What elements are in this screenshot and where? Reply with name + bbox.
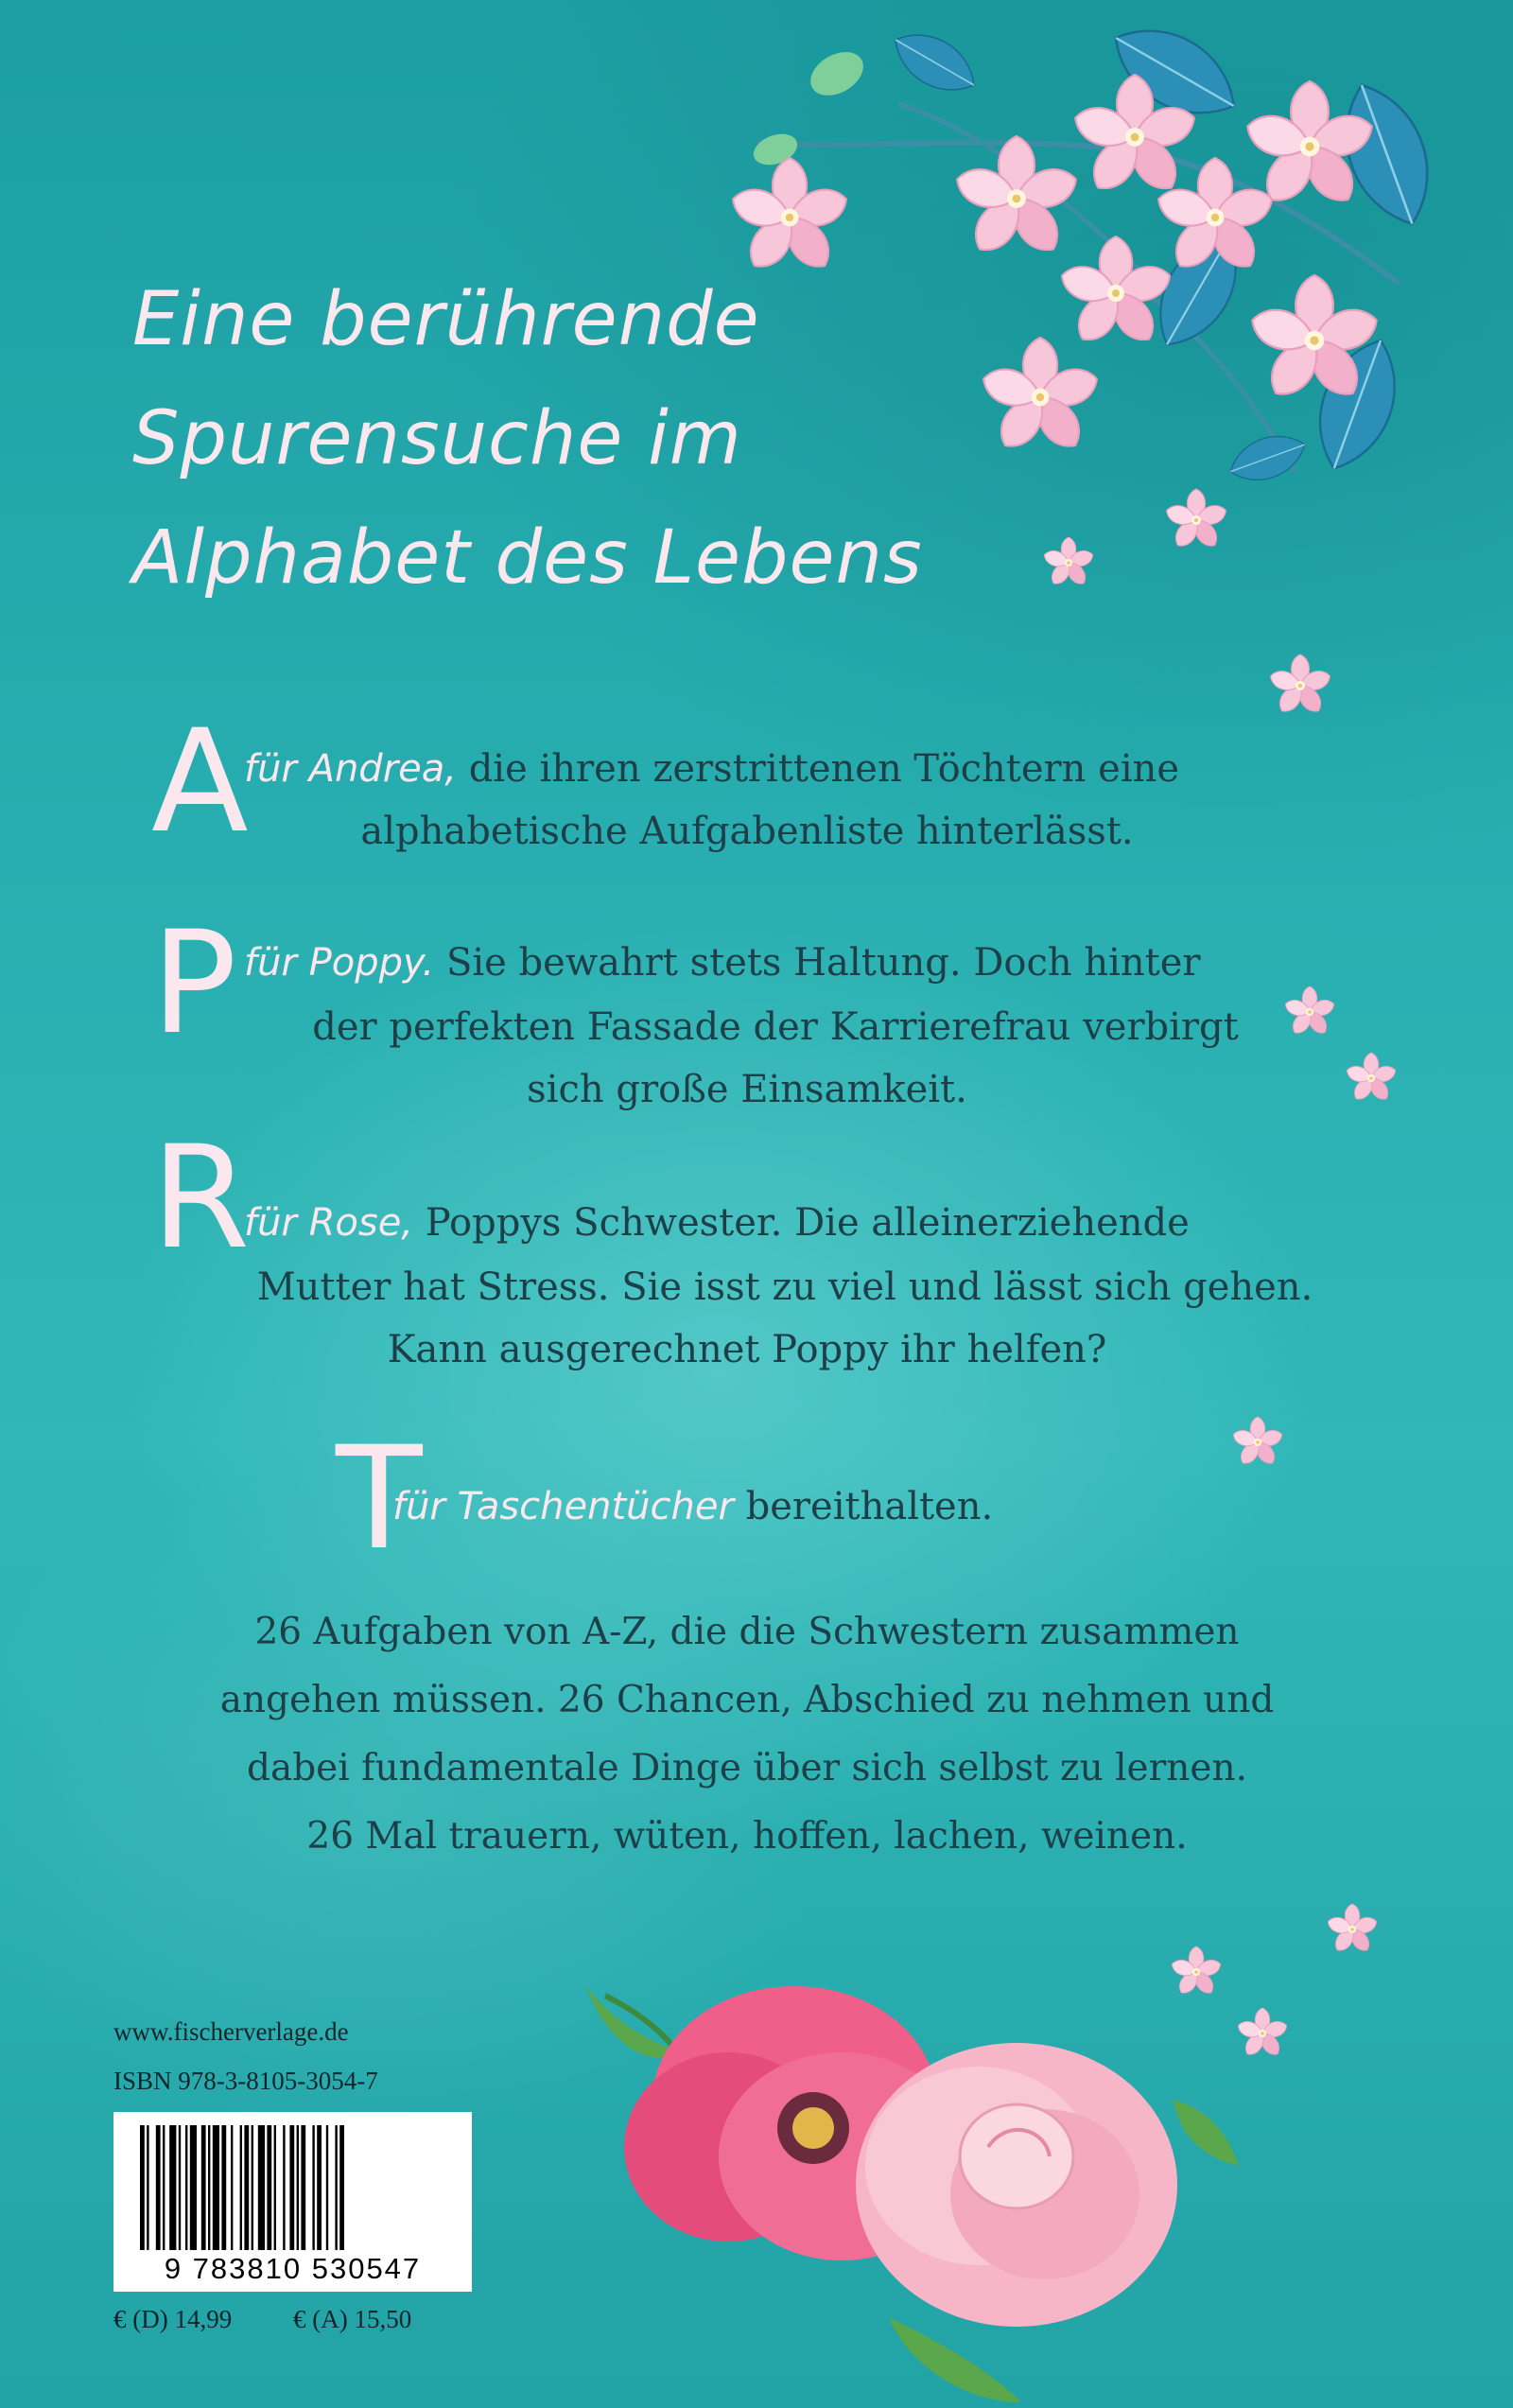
entry-name: für Taschentücher — [392, 1485, 734, 1528]
barcode-bar — [140, 2125, 145, 2250]
entry-line: Mutter hat Stress. Sie isst zu viel und lässt sich gehen. — [256, 1265, 1313, 1309]
entry-name: für Rose, — [244, 1201, 414, 1245]
barcode-bar — [190, 2125, 197, 2250]
barcode-bar — [335, 2125, 337, 2250]
entry-name: für Poppy. — [244, 941, 435, 985]
publisher-website: www.fischerverlage.de — [113, 2017, 349, 2046]
summary-text — [151, 1598, 1343, 1871]
summary-line: 26 Aufgaben von A-Z, die die Schwestern zusammen — [254, 1611, 1240, 1653]
entry-rose — [151, 1116, 1343, 1383]
barcode-bar — [301, 2125, 305, 2250]
entry-line: sich große Einsamkeit. — [527, 1068, 967, 1111]
initial-letter: A — [151, 700, 249, 864]
entry-taschentuecher — [151, 1417, 1343, 1581]
barcode — [113, 2112, 472, 2292]
entry-line: die ihren zerstrittenen Töchtern eine — [468, 747, 1180, 791]
barcode-bar — [213, 2125, 219, 2250]
headline — [132, 260, 1078, 618]
barcode-bar — [274, 2125, 276, 2250]
entry-line: Sie bewahrt stets Haltung. Doch hinter — [445, 941, 1201, 985]
barcode-number: 9 783810 530547 — [164, 2252, 422, 2285]
entry-line: Kann ausgerechnet Poppy ihr helfen? — [387, 1328, 1107, 1371]
barcode-bar — [267, 2125, 271, 2250]
barcode-bar — [208, 2125, 210, 2250]
entry-line: Poppys Schwester. Die alleinerziehende — [425, 1201, 1190, 1245]
initial-letter: P — [151, 901, 237, 1066]
barcode-bar — [258, 2125, 265, 2250]
headline-line: Alphabet des Lebens — [132, 515, 923, 601]
barcode-bar — [297, 2125, 299, 2250]
barcode-bar — [156, 2125, 161, 2250]
barcode-bar — [289, 2125, 294, 2250]
barcode-bar — [240, 2125, 242, 2250]
summary-line: angehen müssen. 26 Chancen, Abschied zu nehmen und — [219, 1679, 1275, 1721]
headline-line: Spurensuche im — [132, 396, 742, 481]
summary-line: dabei fundamentale Dinge über sich selbst zu lernen. — [246, 1747, 1247, 1789]
barcode-bar — [231, 2125, 233, 2250]
barcode-bar — [312, 2125, 314, 2250]
barcode-bars — [140, 2125, 447, 2250]
entry-text — [244, 738, 1179, 800]
barcode-bar — [283, 2125, 285, 2250]
barcode-bar — [326, 2125, 328, 2250]
entry-line: bereithalten. — [745, 1485, 994, 1528]
barcode-bar — [244, 2125, 249, 2250]
barcode-bar — [252, 2125, 253, 2250]
summary-line: 26 Mal trauern, wüten, hoffen, lachen, weinen. — [306, 1815, 1188, 1858]
barcode-bar — [201, 2125, 206, 2250]
initial-letter: R — [151, 1116, 251, 1281]
barcode-bar — [339, 2125, 344, 2250]
entry-line: alphabetische Aufgabenliste hinterlässt. — [360, 810, 1134, 853]
prices — [113, 2305, 473, 2334]
initial-letter: T — [336, 1417, 423, 1581]
entry-line: der perfekten Fassade der Karrierefrau verbirgt — [312, 1005, 1239, 1049]
headline-line: Eine berührende — [132, 277, 760, 362]
barcode-bar — [221, 2125, 226, 2250]
barcode-bar — [169, 2125, 176, 2250]
entry-andrea — [151, 700, 1343, 864]
barcode-bar — [163, 2125, 165, 2250]
barcode-bar — [317, 2125, 322, 2250]
price-germany: € (D) 14,99 — [113, 2305, 233, 2333]
price-austria: € (A) 15,50 — [293, 2305, 412, 2333]
barcode-bar — [185, 2125, 187, 2250]
entry-poppy — [151, 901, 1343, 1121]
barcode-bar — [179, 2125, 181, 2250]
barcode-bar — [147, 2125, 148, 2250]
isbn-text: ISBN 978-3-8105-3054-7 — [113, 2067, 378, 2095]
entry-name: für Andrea, — [244, 747, 457, 791]
